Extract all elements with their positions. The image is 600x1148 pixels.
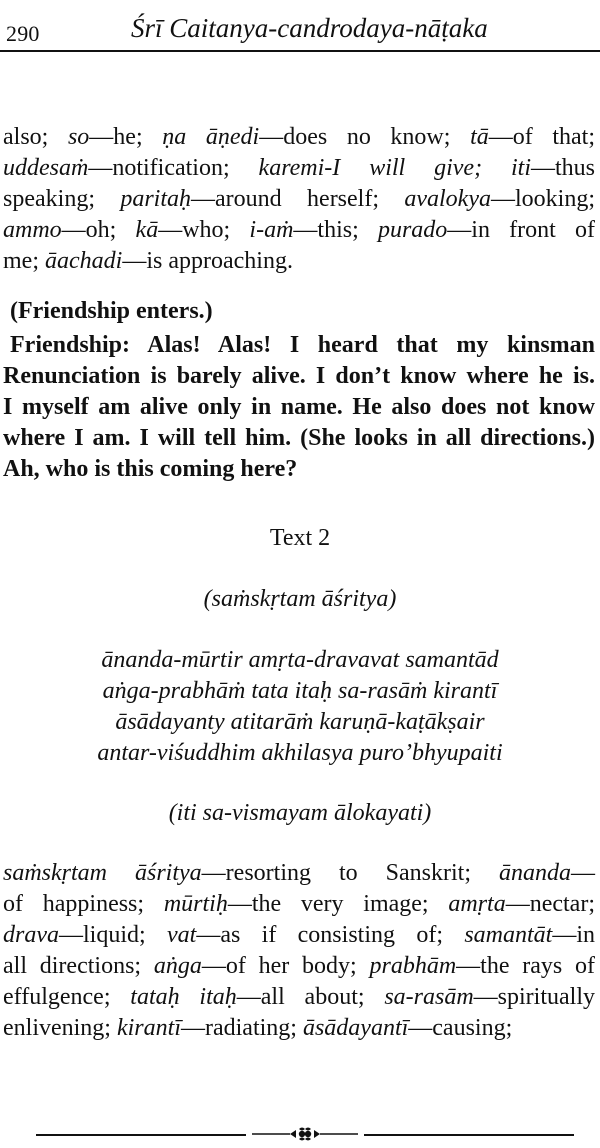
sanskrit-term: vat <box>167 922 197 948</box>
sanskrit-term: aṅga <box>153 953 202 979</box>
sanskrit-term: ammo <box>3 217 62 243</box>
gloss-line: drava—liquid; vat—as if consisting of; samantāt—in <box>3 922 596 948</box>
word-gloss-paragraph-2 <box>3 858 595 1044</box>
speech-line: where I am. I will tell him. (She looks in all directions.) <box>3 425 595 451</box>
sanskrit-term: purado <box>377 217 448 243</box>
sanskrit-term: āachadi <box>45 248 123 274</box>
page-footer <box>0 1126 600 1142</box>
gloss-line: of happiness; mūrtiḥ—the very image; amṛta—nectar; <box>3 891 595 917</box>
sanskrit-term: i-aṁ <box>249 217 294 243</box>
gloss-line: enlivening; kirantī—radiating; āsādayantī—causing; <box>3 1015 513 1041</box>
footer-rule-left <box>36 1134 246 1136</box>
gloss-line: ammo—oh; kā—who; i-aṁ—this; purado—in front of <box>3 217 596 243</box>
gloss-line: me; āachadi—is approaching. <box>3 248 293 274</box>
footer-rule-right <box>364 1134 574 1136</box>
friendship-speech <box>3 330 595 485</box>
verse-line: āsādayanty atitarāṁ karuṇā-kaṭākṣair <box>115 709 485 735</box>
sanskrit-term: so <box>67 124 90 150</box>
speech-line: Ah, who is this coming here? <box>3 456 298 482</box>
fleuron-ornament-icon <box>250 1126 360 1142</box>
sanskrit-term: āsādayantī <box>302 1015 409 1041</box>
stage-direction-look: (iti sa-vismayam ālokayati) <box>168 800 432 826</box>
sanskrit-term: kirantī <box>116 1015 181 1041</box>
stage-direction-sanskrit: (saṁskṛtam āśritya) <box>203 586 397 612</box>
sanskrit-term: kā <box>135 217 159 243</box>
sanskrit-term: tataḥ itaḥ <box>130 984 237 1010</box>
speech-line: I myself am alive only in name. He also does not know <box>3 394 595 420</box>
sanskrit-term: iti <box>510 155 531 181</box>
sanskrit-term: samantāt <box>464 922 553 948</box>
gloss-line: uddesaṁ—notification; karemi-I will give; iti—thus <box>3 155 596 181</box>
running-title: Śrī Caitanya-candrodaya-nāṭaka <box>131 13 488 43</box>
sanskrit-term: sa-rasām <box>384 984 474 1010</box>
speech-line: Friendship: Alas! Alas! I heard that my kinsman <box>10 332 595 358</box>
sanskrit-term: avalokya <box>404 186 491 212</box>
word-gloss-paragraph-1 <box>3 122 595 277</box>
verse-line: ānanda-mūrtir amṛta-dravavat samantād <box>101 647 499 673</box>
sanskrit-term: ānanda <box>499 860 571 886</box>
text-heading: Text 2 <box>269 525 331 551</box>
speech-line: Renunciation is barely alive. I don’t know where he is. <box>3 363 595 389</box>
sanskrit-verse <box>0 645 600 769</box>
sanskrit-term: tā <box>470 124 489 150</box>
gloss-line: all directions; aṅga—of her body; prabhām—the rays of <box>3 953 596 979</box>
verse-line: aṅga-prabhāṁ tata itaḥ sa-rasāṁ kirantī <box>102 678 498 704</box>
sanskrit-term: amṛta <box>448 891 506 917</box>
stage-direction-enter: (Friendship enters.) <box>10 298 213 324</box>
page-header <box>0 12 600 48</box>
sanskrit-term: karemi-I will give; <box>258 155 483 181</box>
page-number: 290 <box>6 21 40 46</box>
gloss-line: effulgence; tataḥ itaḥ—all about; sa-rasām—spiritually <box>3 984 595 1010</box>
verse-line: antar-viśuddhim akhilasya puro’bhyupaiti <box>97 740 503 766</box>
gloss-line: saṁskṛtam āśritya—resorting to Sanskrit; ānanda— <box>3 860 595 886</box>
sanskrit-term: drava <box>3 922 59 948</box>
header-rule <box>0 50 600 52</box>
sanskrit-term: mūrtiḥ <box>163 891 228 917</box>
sanskrit-term: paritaḥ <box>120 186 192 212</box>
sanskrit-term: saṁskṛtam āśritya <box>3 860 202 886</box>
gloss-line: also; so—he; ṇa āṇedi—does no know; tā—of that; <box>3 124 596 150</box>
gloss-line: speaking; paritaḥ—around herself; avalokya—looking; <box>3 186 595 212</box>
sanskrit-term: prabhām <box>369 953 457 979</box>
sanskrit-term: ṇa āṇedi <box>162 124 260 150</box>
sanskrit-term: uddesaṁ <box>3 155 89 181</box>
